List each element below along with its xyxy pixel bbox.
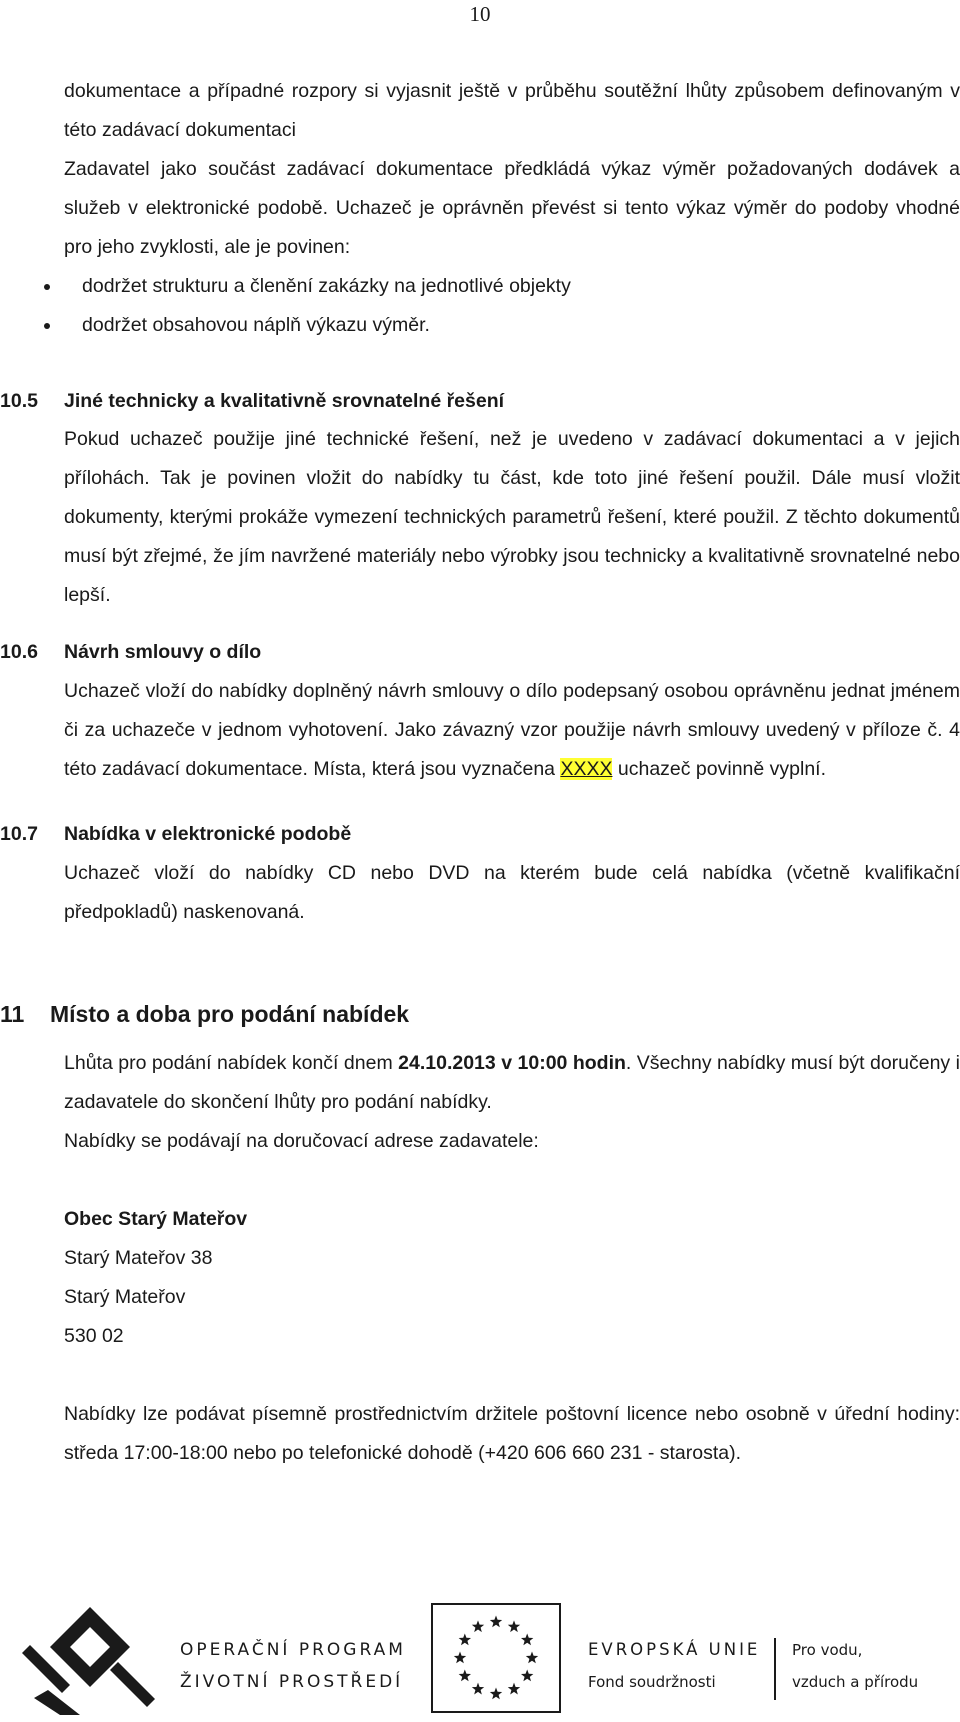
address-block xyxy=(64,1200,960,1356)
intro-paragraph-1: dokumentace a případné rozpory si vyjasnit ještě v průběhu soutěžní lhůty způsobem definovaným v této zadávací dokumentaci xyxy=(64,80,960,141)
address-intro: Nabídky se podávají na doručovací adrese zadavatele: xyxy=(64,1130,539,1152)
section-number: 10.5 xyxy=(0,390,38,412)
opzp-line-2: ŽIVOTNÍ PROSTŘEDÍ xyxy=(180,1672,404,1692)
section-heading-10-7 xyxy=(0,815,960,854)
list-item xyxy=(64,306,960,345)
opzp-line-1: OPERAČNÍ PROGRAM xyxy=(180,1640,406,1660)
section-heading-11 xyxy=(0,994,960,1034)
section-number: 10.6 xyxy=(0,641,38,663)
address-city: Starý Mateřov xyxy=(64,1286,186,1308)
section-number: 10.7 xyxy=(0,823,38,845)
section-heading-10-6 xyxy=(0,633,960,672)
section-10-6-text xyxy=(64,672,960,789)
section-10-6-text-start: Uchazeč vloží do nabídky doplněný návrh smlouvy o dílo podepsaný osobou oprávněnu jednat jménem či za uchazeče v jednom vyhotovení. Jako závazný vzor použije návrh smlouvy uvedený v příloze č. 4 této zadávací dokumentace. Místa, která jsou vyznačena xyxy=(64,680,960,780)
address-name: Obec Starý Mateřov xyxy=(64,1208,248,1230)
section-10-5-text: Pokud uchazeč použije jiné technické řešení, než je uvedeno v zadávací dokumentaci a v jejich přílohách. Tak je povinen vložit do nabídky tu část, kde toto jiné řešení použil. Dále musí vložit dokumenty, kterými prokáže vymezení technických parametrů řešení, které použil. Z těchto dokumentů musí být zřejmé, že jím navržené materiály nebo výrobky jsou technicky a kvalitativně srovnatelné nebo lepší. xyxy=(64,428,960,606)
eu-line-2: Fond soudržnosti xyxy=(588,1673,716,1691)
bullet-list xyxy=(64,267,960,345)
footer-logos xyxy=(0,1600,960,1717)
document-body xyxy=(0,72,960,1473)
motto-line-1: Pro vodu, xyxy=(792,1641,863,1659)
footer xyxy=(0,1600,960,1717)
intro-paragraph-2: Zadavatel jako součást zadávací dokumentace předkládá výkaz výměr požadovaných dodávek a služeb v elektronické podobě. Uchazeč je oprávněn převést si tento výkaz výměr do podoby vhodné pro jeho zvyklosti, ale je povinen: xyxy=(64,158,960,258)
eu-line-1: EVROPSKÁ UNIE xyxy=(588,1640,761,1659)
deadline-text-start: Lhůta pro podání nabídek končí dnem xyxy=(64,1052,399,1074)
deadline-date: 24.10.2013 v 10:00 hodin xyxy=(398,1052,626,1074)
delivery-note: Nabídky lze podávat písemně prostřednictvím držitele poštovní licence nebo osobně v úřední hodiny: středa 17:00-18:00 nebo po telefonické dohodě (+420 606 660 231 - starosta). xyxy=(64,1403,960,1464)
highlight-placeholder: XXXX xyxy=(560,758,613,780)
page-number: 10 xyxy=(469,2,491,26)
section-number: 11 xyxy=(0,1001,25,1027)
address-street: Starý Mateřov 38 xyxy=(64,1247,213,1269)
list-item-text: dodržet strukturu a členění zakázky na jednotlivé objekty xyxy=(82,275,571,297)
footer-divider xyxy=(774,1638,776,1700)
section-title: Nabídka v elektronické podobě xyxy=(64,823,352,845)
section-title: Jiné technicky a kvalitativně srovnatelné řešení xyxy=(64,390,505,412)
bullet-icon xyxy=(44,284,50,290)
section-title: Návrh smlouvy o dílo xyxy=(64,641,262,663)
deadline-text-end: . Všechny nabídky musí být doručeny i zadavatele do skončení lhůty pro podání nabídky. xyxy=(64,1052,960,1113)
bullet-icon xyxy=(44,323,50,329)
opzp-logo-icon xyxy=(22,1607,155,1715)
address-zip: 530 02 xyxy=(64,1325,124,1347)
motto-line-2: vzduch a přírodu xyxy=(792,1673,919,1691)
section-10-6-text-end: uchazeč povinně vyplní. xyxy=(612,758,827,780)
section-heading-10-5 xyxy=(0,382,960,421)
list-item xyxy=(64,267,960,306)
deadline-paragraph xyxy=(64,1044,960,1122)
list-item-text: dodržet obsahovou náplň výkazu výměr. xyxy=(82,314,430,336)
section-title: Místo a doba pro podání nabídek xyxy=(50,1001,410,1027)
section-10-7-text: Uchazeč vloží do nabídky CD nebo DVD na kterém bude celá nabídka (včetně kvalifikační předpokladů) naskenovaná. xyxy=(64,862,960,923)
